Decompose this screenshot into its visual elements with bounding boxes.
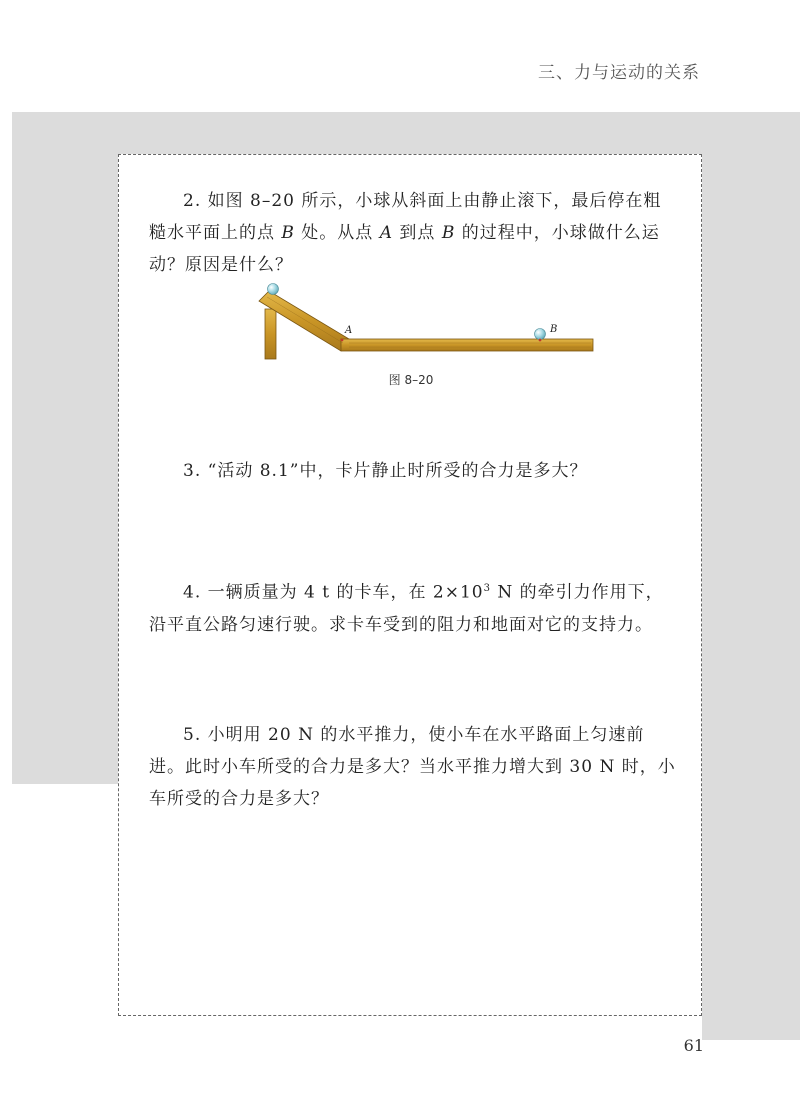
question-5: 5. 小明用 20 N 的水平推力，使小车在水平路面上匀速前进。此时小车所受的合力是多大？当水平推力增大到 30 N 时，小车所受的合力是多大？	[149, 725, 676, 809]
question-4-text-2: N 的牵引力作用下，沿平直公路匀速行驶。求卡车受到的阻力和地面对它的支持力。	[149, 582, 664, 635]
question-2-number: 2.	[183, 191, 202, 211]
incline-figure	[257, 283, 597, 365]
ball-end	[535, 329, 546, 340]
question-2-point-a: A	[379, 223, 393, 243]
question-2-point-b-2: B	[441, 223, 456, 243]
question-4-text-1: 4. 一辆质量为 4 t 的卡车，在 2×10	[183, 582, 484, 603]
page-background-strip	[702, 784, 800, 1040]
point-b-label: B	[550, 324, 558, 335]
horizontal-plank	[341, 339, 593, 351]
figure-caption: 图 8–20	[388, 373, 434, 387]
question-2	[149, 185, 679, 281]
chapter-title: 三、力与运动的关系	[538, 63, 700, 83]
point-b-marker	[539, 339, 542, 342]
question-4	[149, 573, 679, 641]
question-2-text-2: 处。从点	[294, 223, 380, 243]
ball-start	[268, 284, 279, 295]
point-a-marker	[341, 339, 344, 342]
point-a-label: A	[345, 325, 353, 336]
question-2-text-1: 如图 8–20 所示，小球从斜面上由静止滚下，最后停在粗糙水平面上的点	[149, 191, 662, 243]
question-2-point-b: B	[281, 223, 295, 243]
question-2-text-3: 到点	[393, 223, 442, 243]
question-3: 3. “活动 8.1”中，卡片静止时所受的合力是多大？	[183, 461, 588, 481]
question-4-exponent: 3	[483, 583, 491, 594]
exercise-panel	[118, 154, 702, 1016]
support-post	[265, 309, 276, 359]
question-2-text-4: 的过程中，小球做什么运动？原因是什么？	[149, 223, 660, 275]
page-number: 61	[683, 1036, 704, 1055]
grain-line	[267, 297, 343, 343]
